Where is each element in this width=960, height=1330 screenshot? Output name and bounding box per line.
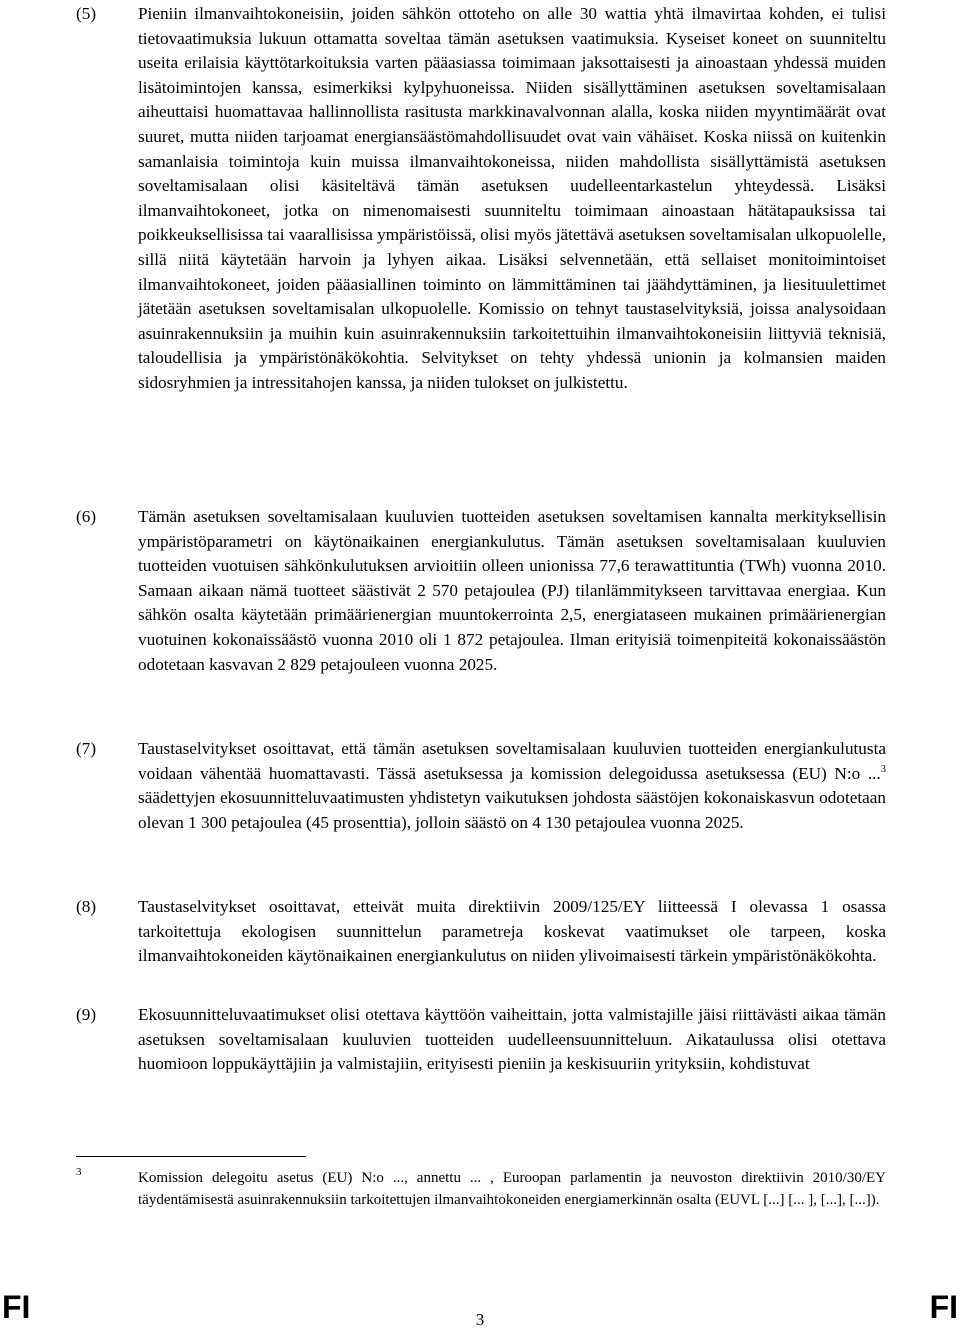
paragraph-text-after-ref: säädettyjen ekosuunnitteluvaatimusten yhdistetyn vaikutuksen johdosta säästöjen kokonaiskasvun odotetaan olevan 1 300 petajoulea (45 prosenttia), jolloin säästö on 4 130 petajoulea vuonna 2025. [138,788,886,832]
footnote-3 [76,1168,886,1211]
paragraph-number: (5) [76,4,97,23]
paragraph-text: Ekosuunnitteluvaatimukset olisi otettava käyttöön vaiheittain, jotta valmistajille jäisi riittävästi aikaa tämän asetuksen soveltamisalaan kuuluvien tuotteiden uudelleensuunnitteluun. Aikataulussa olisi otettava huomioon loppukäyttäjiin ja valmistajiin, erityisesti pieniin ja keskisuuriin yrityksiin, kohdistuvat [138,1005,886,1074]
paragraph-8 [76,895,886,969]
paragraph-number: (6) [76,507,97,526]
paragraph-9 [76,1003,886,1077]
paragraph-text [138,737,886,835]
paragraph-number: (8) [76,897,97,916]
paragraph-number: (7) [76,739,97,758]
paragraph-5 [76,2,886,396]
paragraph-text: Pieniin ilmanvaihtokoneisiin, joiden sähkön ottoteho on alle 30 wattia yhtä ilmavirtaa kohden, ei tulisi tietovaatimuksia lukuun ottamatta soveltaa tämän asetuksen vaatimuksia. Kyseiset koneet on suunniteltu useita erilaisia käyttötarkoituksia varten pääasiassa toimimaan jaksottaisesti ja ainoastaan yhdessä muiden lisätoimintojen kanssa, esimerkiksi kylpyhuoneissa. Niiden sisällyttäminen asetuksen soveltamisalaan aiheuttaisi huomattavaa hallinnollista rasitusta markkinavalvonnan alalla, koska niiden myyntimäärät ovat suuret, mutta niiden tarjoamat energiansäästömahdollisuudet ovat vain vähäiset. Koska niissä on kuitenkin samanlaisia toimintoja kuin muissa ilmanvaihtokoneissa, niiden mahdollista sisällyttämistä asetuksen soveltamisalaan olisi käsiteltävä tämän asetuksen uudelleentarkastelun yhteydessä. Lisäksi ilmanvaihtokoneet, jotka on nimenomaisesti suunniteltu toimimaan ainoastaan hätätapauksissa tai poikkeuksellisissa tai vaarallisissa ympäristöissä, olisi myös jätettävä asetuksen soveltamisalan ulkopuolelle, sillä niitä käytetään harvoin ja lyhyen aikaa. Lisäksi selvennetään, että sellaiset monitoimintoiset ilmanvaihtokoneet, joiden pääasiallinen toiminto on lämmittäminen tai jäähdyttäminen, ja liesituulettimet jätetään asetuksen soveltamisalan ulkopuolelle. Komissio on tehnyt taustaselvityksiä, joissa analysoidaan asuinrakennuksiin ja muihin kuin asuinrakennuksiin tarkoitettuihin ilmanvaihtokoneisiin liittyviä teknisiä, taloudellisia ja ympäristönäkökohtia. Selvitykset on tehty yhdessä unionin ja kolmansien maiden sidosryhmien ja intressitahojen kanssa, ja niiden tulokset on julkistettu. [138,4,886,392]
paragraph-6 [76,505,886,677]
paragraph-7 [76,737,886,835]
footnote-reference[interactable]: 3 [880,763,886,775]
footnote-number: 3 [76,1166,82,1178]
footnote-separator [76,1156,306,1157]
footnote-text: Komission delegoitu asetus (EU) N:o ..., annettu ... , Euroopan parlamentin ja neuvoston direktiivin 2010/30/EY täydentämisestä asuinrakennuksiin tarkoitettujen ilmanvaihtokoneiden energiamerkinnän osalta (EUVL [...] [... ], [...], [...]). [138,1170,886,1208]
paragraph-text: Taustaselvitykset osoittavat, etteivät muita direktiivin 2009/125/EY liitteessä I olevassa 1 osassa tarkoitettuja ekologisen suunnittelun parametreja koskevat vaatimukset ole tarpeen, koska ilmanvaihtokoneiden käytönaikainen energiankulutus on niiden ylivoimaisesti tärkein ympäristönäkökohta. [138,897,886,966]
paragraph-text-before-ref: Taustaselvitykset osoittavat, että tämän asetuksen soveltamisalaan kuuluvien tuotteiden energiankulutusta voidaan vähentää huomattavasti. Tässä asetuksessa ja komission delegoidussa asetuksessa (EU) N:o ... [138,739,886,783]
footer-language-left: FI [2,1289,31,1325]
paragraph-number: (9) [76,1005,97,1024]
footer-language-right: FI [929,1289,958,1325]
page-number: 3 [475,1310,485,1329]
paragraph-text: Tämän asetuksen soveltamisalaan kuuluvien tuotteiden asetuksen soveltamisen kannalta merkityksellisin ympäristöparametri on käytönaikainen energiankulutus. Tämän asetuksen soveltamisalaan kuuluvien tuotteiden vuotuisen sähkönkulutuksen arvioitiin olleen unionissa 77,6 terawattituntia (TWh) vuonna 2010. Samaan aikaan nämä tuotteet säästivät 2 570 petajoulea (PJ) tilanlämmitykseen tarvittavaa energiaa. Kun sähkön osalta käytetään primäärienergian muuntokerrointa 2,5, energiataseen mukainen primäärienergian vuotuinen kokonaissäästö vuonna 2010 oli 1 872 petajoulea. Ilman erityisiä toimenpiteitä kokonaissäästön odotetaan kasvavan 2 829 petajouleen vuonna 2025. [138,507,886,674]
